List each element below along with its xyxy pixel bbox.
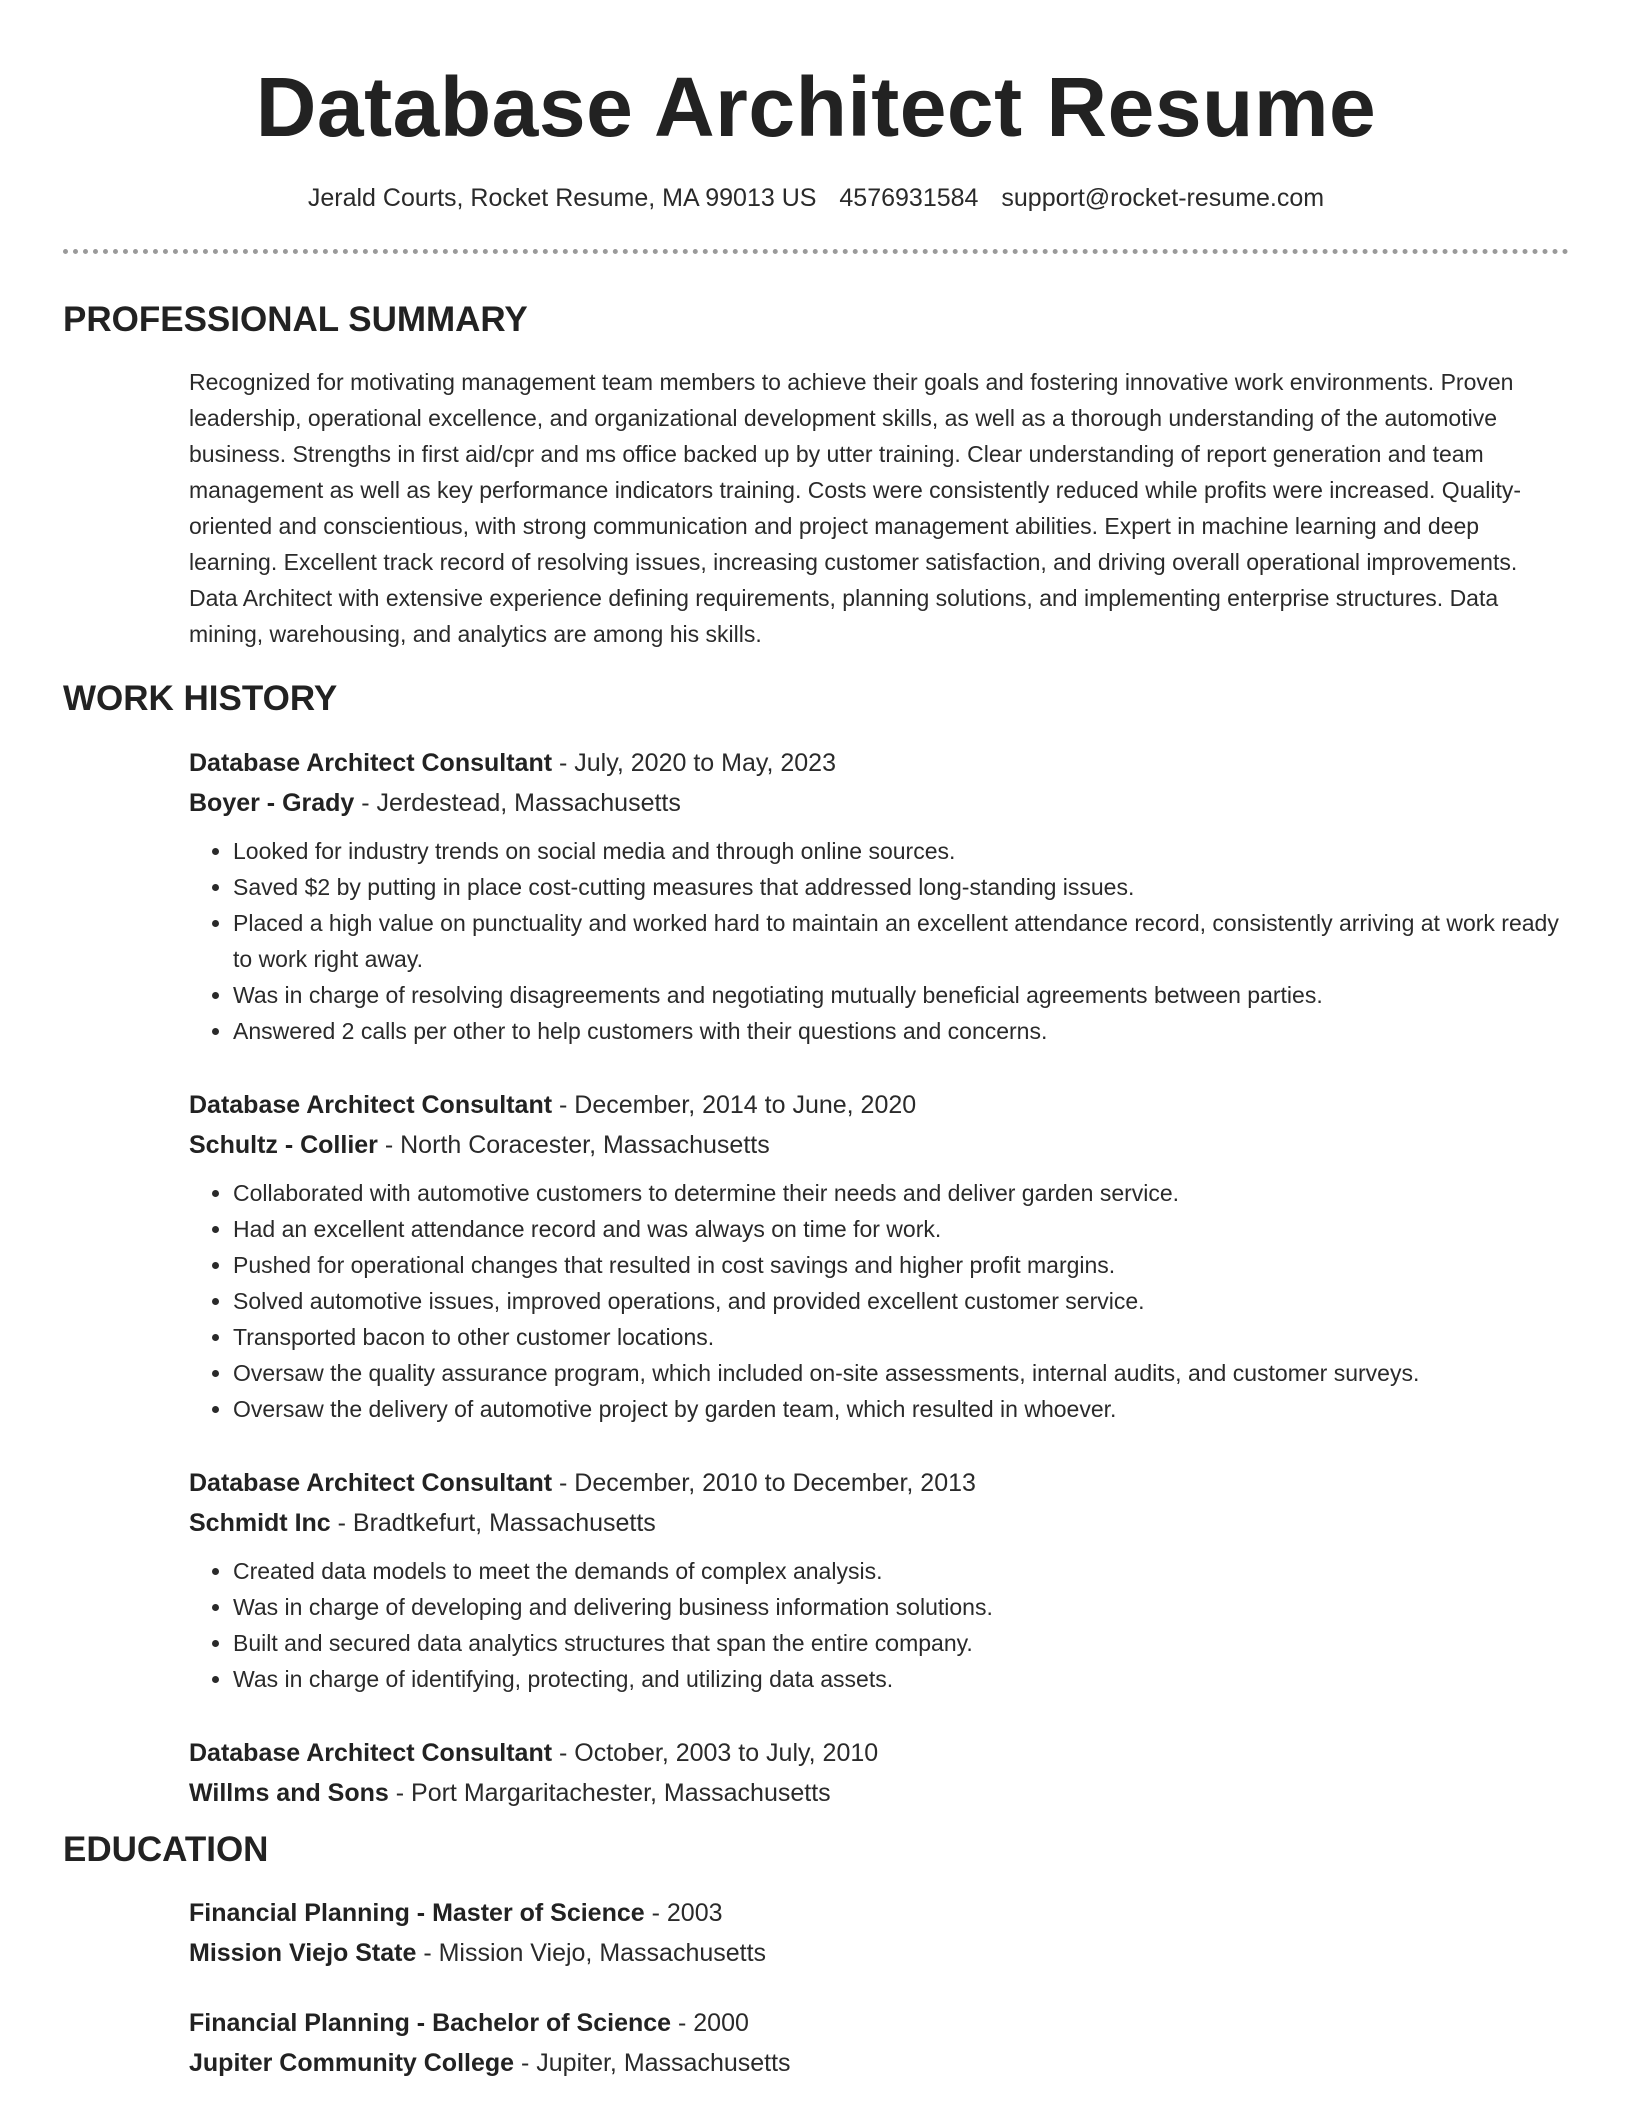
education-year: - 2003 [644,1899,723,1927]
job-bullet: • Transported bacon to other customer locations. [233,1319,1569,1355]
job-title: Database Architect Consultant [189,1469,553,1497]
job-bullet: • Had an excellent attendance record and was always on time for work. [233,1211,1569,1247]
job-bullet: • Answered 2 calls per other to help customers with their questions and concerns. [233,1013,1569,1049]
education-degree: Financial Planning - Bachelor of Science [189,2009,672,2037]
job-bullet: • Was in charge of developing and delivering business information solutions. [233,1589,1569,1625]
job-location: - North Coracester, Massachusetts [377,1131,770,1159]
job-title: Database Architect Consultant [189,1739,553,1767]
job-entry [189,1463,1569,1697]
job-bullet: • Built and secured data analytics structures that span the entire company. [233,1625,1569,1661]
job-dates: - December, 2010 to December, 2013 [552,1469,976,1497]
job-location: - Jerdestead, Massachusetts [354,789,681,817]
education-school: Jupiter Community College [189,2049,515,2077]
education-degree-line [189,2003,1569,2043]
job-title-line [189,1085,1569,1125]
job-bullet: • Solved automotive issues, improved operations, and provided excellent customer service. [233,1283,1569,1319]
summary-heading: PROFESSIONAL SUMMARY [63,300,528,339]
education-entry [189,1893,1569,1973]
job-bullet: • Oversaw the quality assurance program, which included on-site assessments, internal audits, and customer surveys. [233,1355,1569,1391]
job-bullet: • Collaborated with automotive customers to determine their needs and deliver garden service. [233,1175,1569,1211]
job-location: - Bradtkefurt, Massachusetts [330,1509,656,1537]
job-company-line [189,783,1569,823]
job-company: Boyer - Grady [189,789,355,817]
education-location: - Jupiter, Massachusetts [514,2049,791,2077]
job-company-line [189,1773,1569,1813]
education-location: - Mission Viejo, Massachusetts [416,1939,767,1967]
contact-email: support@rocket-resume.com [1001,184,1325,212]
header-divider [63,249,1569,254]
job-bullets [189,1175,1569,1427]
job-title-line [189,1733,1569,1773]
job-entry [189,1733,1569,1813]
education-heading: EDUCATION [63,1830,269,1869]
contact-address: Jerald Courts, Rocket Resume, MA 99013 US [307,184,817,212]
education-degree-line [189,1893,1569,1933]
job-company-line [189,1125,1569,1165]
job-dates: - October, 2003 to July, 2010 [552,1739,879,1767]
job-company: Schmidt Inc [189,1509,331,1537]
education-year: - 2000 [671,2009,749,2037]
summary-text: Recognized for motivating management team members to achieve their goals and fostering innovative work environments. Proven leadership, operational excellence, and organizational development skills, as well as a thorough understanding of the automotive business. Strengths in first aid/cpr and ms office backed up by utter training. Clear understanding of report generation and team management as well as key performance indicators training. Costs were consistently reduced while profits were increased. Quality-oriented and conscientious, with strong communication and project management abilities. Expert in machine learning and deep learning. Excellent track record of resolving issues, increasing customer satisfaction, and driving overall operational improvements. Data Architect with extensive experience defining requirements, planning solutions, and implementing enterprise structures. Data mining, warehousing, and analytics are among his skills. [189,369,1522,647]
job-title-line [189,1463,1569,1503]
job-bullets [189,1553,1569,1697]
job-company-line [189,1503,1569,1543]
job-entry [189,1085,1569,1427]
summary-block [189,364,1569,652]
resume-title: Database Architect Resume [255,60,1377,154]
job-location: - Port Margaritachester, Massachusetts [388,1779,831,1807]
education-entry [189,2003,1569,2083]
job-company: Schultz - Collier [189,1131,378,1159]
education-school-line [189,1933,1569,1973]
education-school: Mission Viejo State [189,1939,417,1967]
education-degree: Financial Planning - Master of Science [189,1899,645,1927]
job-bullet: • Oversaw the delivery of automotive project by garden team, which resulted in whoever. [233,1391,1569,1427]
job-entry [189,743,1569,1049]
education-school-line [189,2043,1569,2083]
job-bullet: • Looked for industry trends on social media and through online sources. [233,833,1569,869]
job-title: Database Architect Consultant [189,749,553,777]
job-bullets [189,833,1569,1049]
contact-phone: 4576931584 [839,184,979,212]
work-history-heading: WORK HISTORY [63,679,338,718]
job-title: Database Architect Consultant [189,1091,553,1119]
job-bullet: • Placed a high value on punctuality and worked hard to maintain an excellent attendance record, consistently arriving at work ready to work right away. [233,905,1569,977]
job-title-line [189,743,1569,783]
job-dates: - December, 2014 to June, 2020 [552,1091,917,1119]
job-dates: - July, 2020 to May, 2023 [552,749,836,777]
job-bullet: • Was in charge of resolving disagreements and negotiating mutually beneficial agreements between parties. [233,977,1569,1013]
job-bullet: • Saved $2 by putting in place cost-cutting measures that addressed long-standing issues. [233,869,1569,905]
job-bullet: • Pushed for operational changes that resulted in cost savings and higher profit margins. [233,1247,1569,1283]
job-bullet: • Was in charge of identifying, protecting, and utilizing data assets. [233,1661,1569,1697]
job-company: Willms and Sons [189,1779,389,1807]
contact-line [0,178,1632,218]
job-bullet: • Created data models to meet the demands of complex analysis. [233,1553,1569,1589]
